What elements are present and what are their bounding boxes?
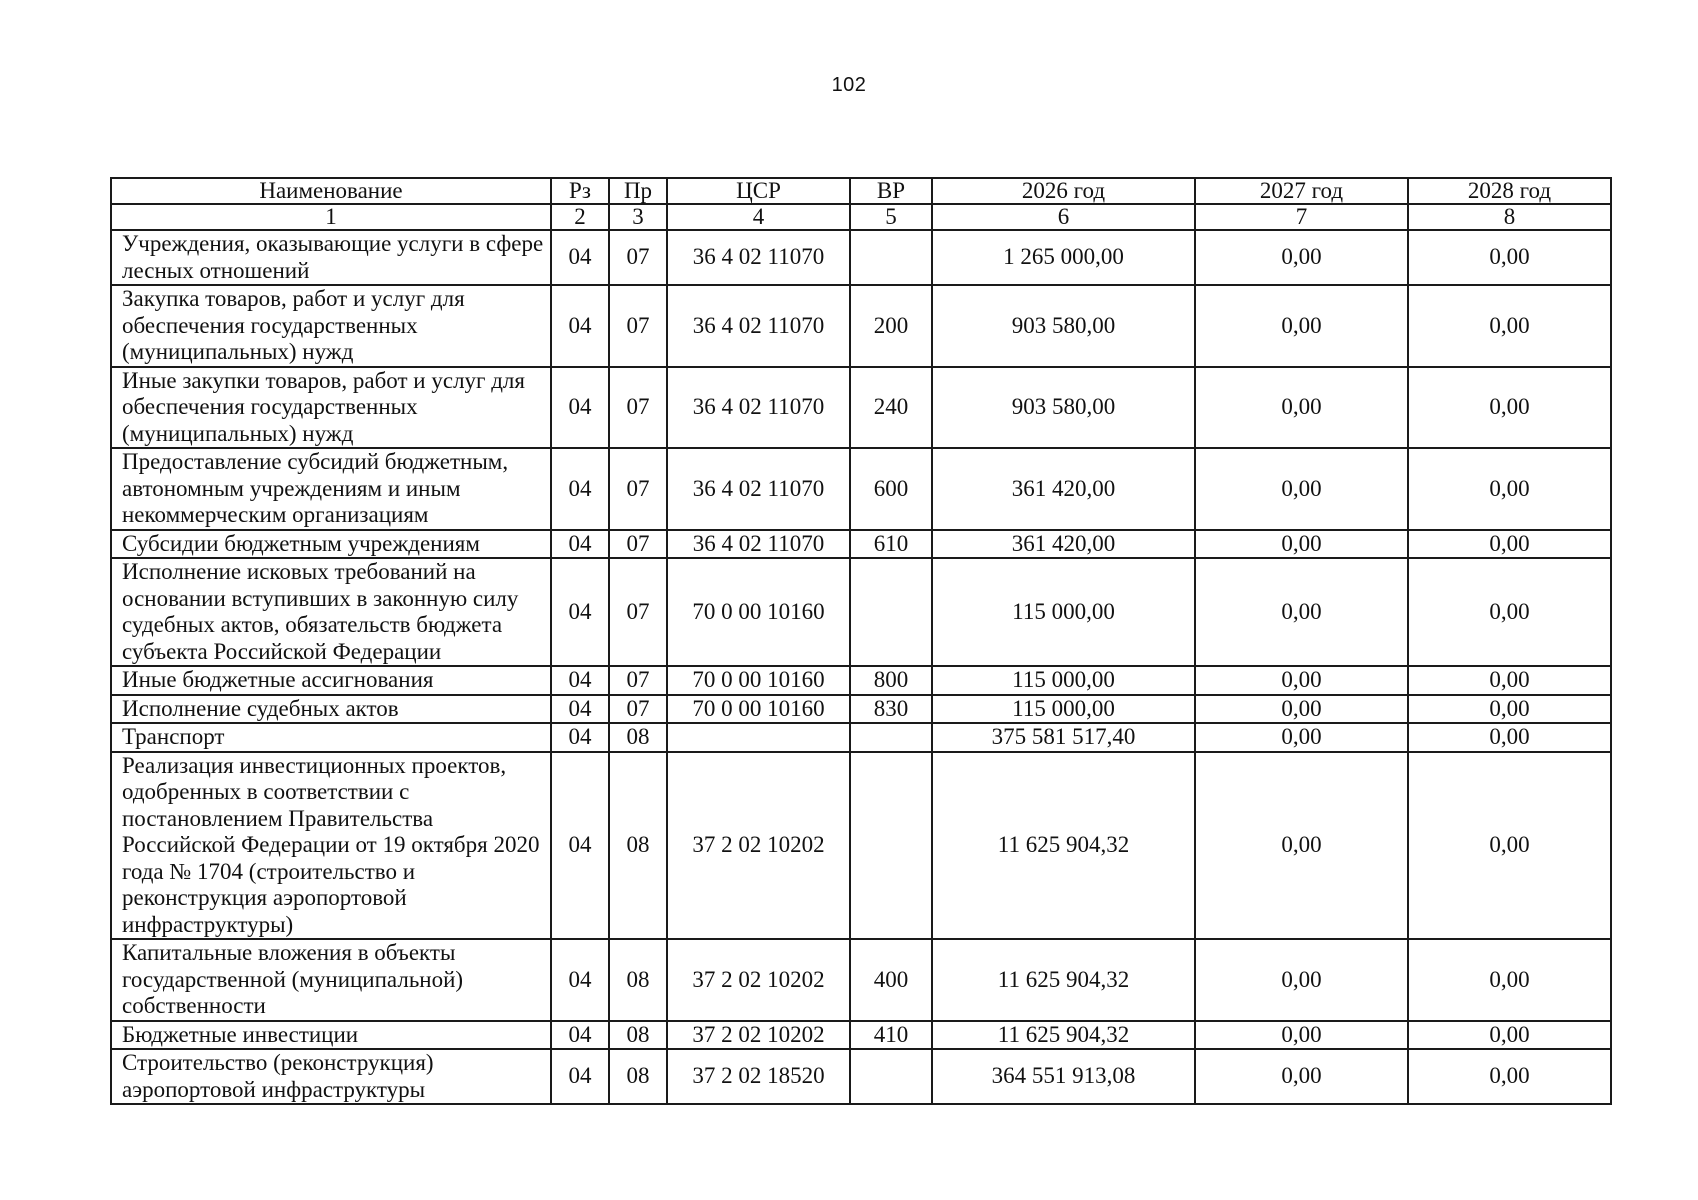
row-name: Капитальные вложения в объекты государственной (муниципальной) собственности [111,939,551,1021]
row-amount-2028: 0,00 [1408,723,1611,752]
column-number: 2 [551,204,609,230]
row-amount-2027: 0,00 [1195,530,1408,559]
header-row [111,178,1611,204]
row-amount-2026: 11 625 904,32 [932,939,1195,1021]
row-amount-2026: 375 581 517,40 [932,723,1195,752]
row-vr: 610 [850,530,932,559]
row-amount-2026: 115 000,00 [932,558,1195,666]
header-year-2028: 2028 год [1408,178,1611,204]
row-name: Бюджетные инвестиции [111,1021,551,1050]
row-pr: 07 [609,695,667,724]
row-amount-2026: 115 000,00 [932,695,1195,724]
row-rz: 04 [551,695,609,724]
row-amount-2028: 0,00 [1408,752,1611,940]
row-amount-2027: 0,00 [1195,1049,1408,1104]
column-number-row [111,204,1611,230]
row-amount-2028: 0,00 [1408,367,1611,449]
row-pr: 07 [609,230,667,285]
row-csr: 37 2 02 18520 [667,1049,850,1104]
row-rz: 04 [551,530,609,559]
row-pr: 08 [609,1049,667,1104]
row-rz: 04 [551,230,609,285]
row-csr: 37 2 02 10202 [667,1021,850,1050]
row-vr: 800 [850,666,932,695]
row-amount-2026: 11 625 904,32 [932,752,1195,940]
row-csr: 37 2 02 10202 [667,939,850,1021]
row-pr: 07 [609,530,667,559]
row-amount-2026: 903 580,00 [932,285,1195,367]
row-vr [850,558,932,666]
row-rz: 04 [551,939,609,1021]
row-amount-2026: 115 000,00 [932,666,1195,695]
row-pr: 07 [609,558,667,666]
table-row [111,695,1611,724]
column-number: 1 [111,204,551,230]
row-amount-2026: 11 625 904,32 [932,1021,1195,1050]
row-pr: 08 [609,723,667,752]
column-number: 8 [1408,204,1611,230]
row-pr: 07 [609,448,667,530]
row-amount-2028: 0,00 [1408,285,1611,367]
row-name: Транспорт [111,723,551,752]
table-row [111,939,1611,1021]
header-vr: ВР [850,178,932,204]
table-row [111,367,1611,449]
page-number: 102 [831,74,867,96]
row-name: Иные бюджетные ассигнования [111,666,551,695]
table-row [111,752,1611,940]
row-amount-2027: 0,00 [1195,230,1408,285]
table-row [111,448,1611,530]
row-amount-2026: 361 420,00 [932,530,1195,559]
row-vr [850,1049,932,1104]
row-csr: 36 4 02 11070 [667,367,850,449]
row-amount-2027: 0,00 [1195,723,1408,752]
row-vr: 830 [850,695,932,724]
row-name: Предоставление субсидий бюджетным, автономным учреждениям и иным некоммерческим организациям [111,448,551,530]
row-amount-2028: 0,00 [1408,230,1611,285]
row-rz: 04 [551,367,609,449]
row-name: Строительство (реконструкция) аэропортовой инфраструктуры [111,1049,551,1104]
row-csr: 70 0 00 10160 [667,695,850,724]
row-pr: 07 [609,666,667,695]
row-amount-2027: 0,00 [1195,367,1408,449]
table-row [111,666,1611,695]
row-pr: 08 [609,1021,667,1050]
table-row [111,230,1611,285]
row-vr: 600 [850,448,932,530]
row-csr [667,723,850,752]
row-pr: 08 [609,752,667,940]
row-vr: 410 [850,1021,932,1050]
row-amount-2028: 0,00 [1408,939,1611,1021]
table-row [111,285,1611,367]
row-vr [850,752,932,940]
row-amount-2027: 0,00 [1195,939,1408,1021]
column-number: 5 [850,204,932,230]
table-row [111,558,1611,666]
row-name: Реализация инвестиционных проектов, одобренных в соответствии с постановлением Правительства Российской Федерации от 19 октября 2020 года № 1704 (строительство и реконструкция аэропортовой инфраструктуры) [111,752,551,940]
row-rz: 04 [551,752,609,940]
row-amount-2028: 0,00 [1408,666,1611,695]
row-amount-2028: 0,00 [1408,1049,1611,1104]
row-amount-2027: 0,00 [1195,558,1408,666]
row-pr: 07 [609,285,667,367]
row-amount-2027: 0,00 [1195,1021,1408,1050]
row-amount-2028: 0,00 [1408,695,1611,724]
row-csr: 70 0 00 10160 [667,666,850,695]
header-pr: Пр [609,178,667,204]
row-rz: 04 [551,666,609,695]
budget-table [110,177,1612,1105]
row-amount-2027: 0,00 [1195,752,1408,940]
row-amount-2028: 0,00 [1408,530,1611,559]
row-csr: 36 4 02 11070 [667,230,850,285]
table-row [111,530,1611,559]
row-amount-2026: 903 580,00 [932,367,1195,449]
row-rz: 04 [551,558,609,666]
row-name: Субсидии бюджетным учреждениям [111,530,551,559]
row-name: Иные закупки товаров, работ и услуг для обеспечения государственных (муниципальных) нужд [111,367,551,449]
column-number: 6 [932,204,1195,230]
row-amount-2026: 364 551 913,08 [932,1049,1195,1104]
row-csr: 36 4 02 11070 [667,448,850,530]
row-rz: 04 [551,723,609,752]
row-name: Учреждения, оказывающие услуги в сфере лесных отношений [111,230,551,285]
table-row [111,1049,1611,1104]
row-vr: 200 [850,285,932,367]
row-rz: 04 [551,1021,609,1050]
column-number: 7 [1195,204,1408,230]
row-vr: 240 [850,367,932,449]
row-amount-2027: 0,00 [1195,695,1408,724]
table-row [111,723,1611,752]
row-vr [850,723,932,752]
row-amount-2027: 0,00 [1195,666,1408,695]
row-rz: 04 [551,448,609,530]
row-name: Исполнение судебных актов [111,695,551,724]
row-amount-2028: 0,00 [1408,558,1611,666]
row-csr: 36 4 02 11070 [667,530,850,559]
row-pr: 08 [609,939,667,1021]
row-name: Закупка товаров, работ и услуг для обеспечения государственных (муниципальных) нужд [111,285,551,367]
row-amount-2027: 0,00 [1195,448,1408,530]
row-vr [850,230,932,285]
row-csr: 70 0 00 10160 [667,558,850,666]
header-year-2027: 2027 год [1195,178,1408,204]
row-amount-2027: 0,00 [1195,285,1408,367]
row-amount-2028: 0,00 [1408,448,1611,530]
column-number: 4 [667,204,850,230]
row-rz: 04 [551,1049,609,1104]
row-amount-2028: 0,00 [1408,1021,1611,1050]
header-year-2026: 2026 год [932,178,1195,204]
header-rz: Рз [551,178,609,204]
row-amount-2026: 1 265 000,00 [932,230,1195,285]
header-csr: ЦСР [667,178,850,204]
column-number: 3 [609,204,667,230]
row-amount-2026: 361 420,00 [932,448,1195,530]
row-rz: 04 [551,285,609,367]
row-csr: 37 2 02 10202 [667,752,850,940]
header-name: Наименование [111,178,551,204]
row-csr: 36 4 02 11070 [667,285,850,367]
row-pr: 07 [609,367,667,449]
row-name: Исполнение исковых требований на основании вступивших в законную силу судебных актов, обязательств бюджета субъекта Российской Федерации [111,558,551,666]
row-vr: 400 [850,939,932,1021]
table-row [111,1021,1611,1050]
